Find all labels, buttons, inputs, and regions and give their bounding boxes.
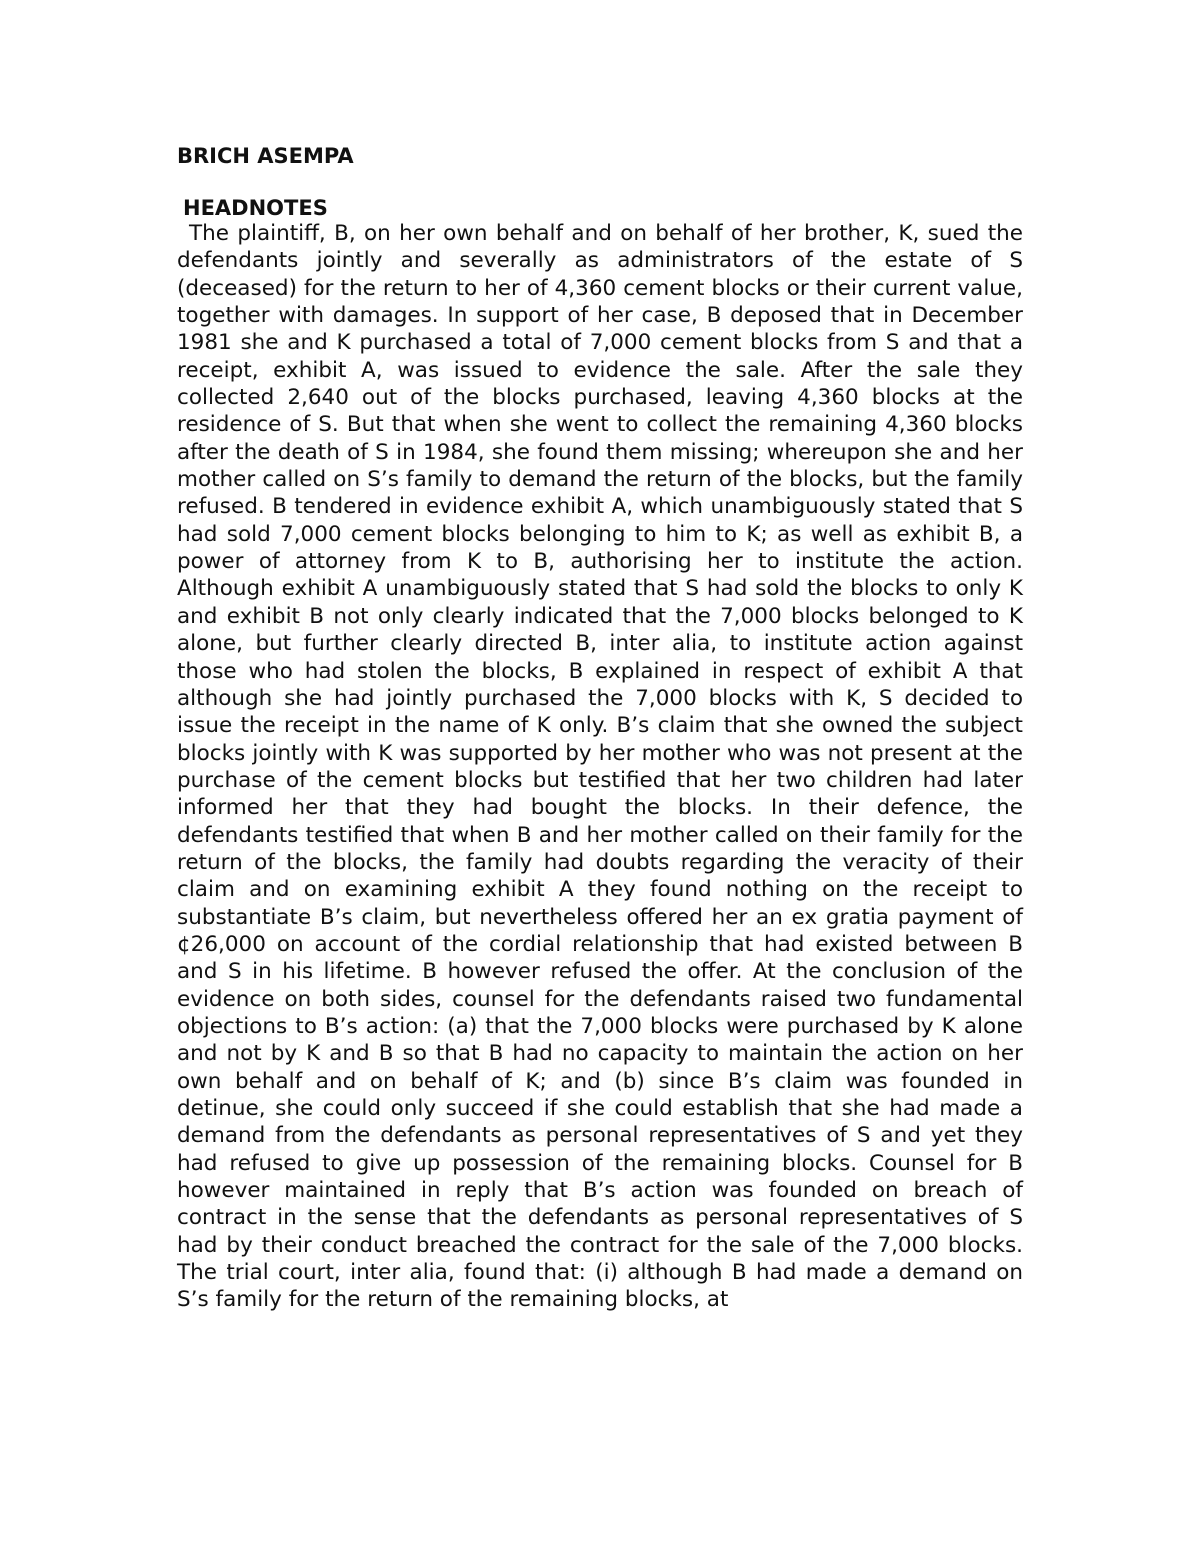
document-page bbox=[177, 140, 1023, 1314]
headnote-paragraph: The plaintiff, B, on her own behalf and on behalf of her brother, K, sued the defendants jointly and severally as administrators of the estate of S (deceased) for the return to her of 4,360 cement blocks or their current value, together with damages. In support of her case, B deposed that in December 1981 she and K purchased a total of 7,000 cement blocks from S and that a receipt, exhibit A, was issued to evidence the sale. After the sale they collected 2,640 out of the blocks purchased, leaving 4,360 blocks at the residence of S. But that when she went to collect the remaining 4,360 blocks after the death of S in 1984, she found them missing; whereupon she and her mother called on S’s family to demand the return of the blocks, but the family refused. B tendered in evidence exhibit A, which unambiguously stated that S had sold 7,000 cement blocks belonging to him to K; as well as exhibit B, a power of attorney from K to B, authorising her to institute the action. Although exhibit A unambiguously stated that S had sold the blocks to only K and exhibit B not only clearly indicated that the 7,000 blocks belonged to K alone, but further clearly directed B, inter alia, to institute action against those who had stolen the blocks, B explained in respect of exhibit A that although she had jointly purchased the 7,000 blocks with K, S decided to issue the receipt in the name of K only. B’s claim that she owned the subject blocks jointly with K was supported by her mother who was not present at the purchase of the cement blocks but testified that her two children had later informed her that they had bought the blocks. In their defence, the defendants testified that when B and her mother called on their family for the return of the blocks, the family had doubts regarding the veracity of their claim and on examining exhibit A they found nothing on the receipt to substantiate B’s claim, but nevertheless offered her an ex gratia payment of ¢26,000 on account of the cordial relationship that had existed between B and S in his lifetime. B however refused the offer. At the conclusion of the evidence on both sides, counsel for the defendants raised two fundamental objections to B’s action: (a) that the 7,000 blocks were purchased by K alone and not by K and B so that B had no capacity to maintain the action on her own behalf and on behalf of K; and (b) since B’s claim was founded in detinue, she could only succeed if she could establish that she had made a demand from the defendants as personal representatives of S and yet they had refused to give up possession of the remaining blocks. Counsel for B however maintained in reply that B’s action was founded on breach of contract in the sense that the defendants as personal representatives of S had by their conduct breached the contract for the sale of the 7,000 blocks. The trial court, inter alia, found that: (i) although B had made a demand on S’s family for the return of the remaining blocks, at bbox=[177, 221, 1023, 1313]
section-heading: HEADNOTES bbox=[183, 196, 328, 220]
document-title: BRICH ASEMPA bbox=[177, 144, 354, 168]
